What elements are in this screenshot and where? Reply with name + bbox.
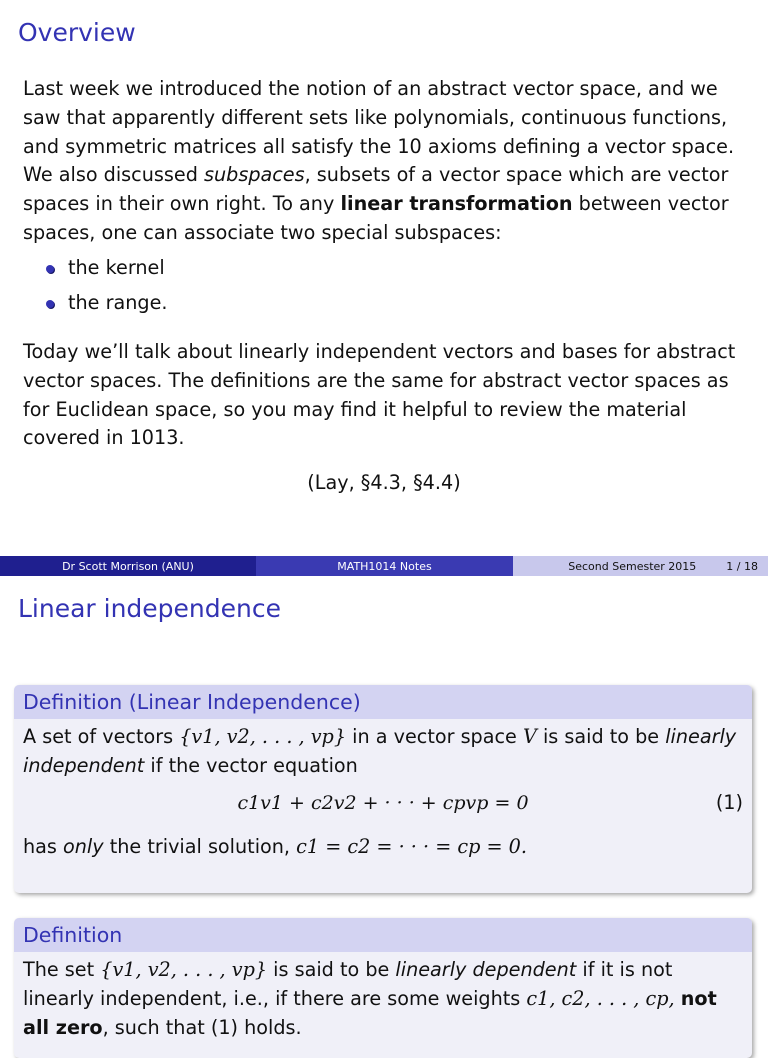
slide-footer xyxy=(0,556,768,576)
slide-title: Linear independence xyxy=(18,594,282,623)
definition-heading: Definition xyxy=(14,918,752,952)
definition-body: A set of vectors {v1, v2, . . . , vp} in a vector space V is said to be linearly independent if the vector equation c1v1 + c2v2 + · · · + cpvp = 0 (1) has only the trivial solution, c1 = c2 = · · · = cp = 0. xyxy=(23,725,743,858)
footer-page-number: 1 / 18 xyxy=(726,559,758,573)
intro-paragraph: Last week we introduced the notion of an abstract vector space, and we saw that apparently different sets like polynomials, continuous functions, and symmetric matrices all satisfy the 10 axioms defining a vector space. We also discussed subspaces, subsets of a vector space which are vector spaces in their own right. To any linear transformation between vector spaces, one can associate two special subspaces: xyxy=(23,77,735,244)
not-all-zero-term: not all zero xyxy=(23,986,717,1039)
linearly-dependent-term: linearly dependent xyxy=(395,958,577,981)
vector-space-symbol: V xyxy=(522,725,537,748)
equation-number: (1) xyxy=(715,790,743,814)
definition-block-linear-independence xyxy=(14,685,752,893)
bullet-icon xyxy=(46,265,54,273)
vector-set: {v1, v2, . . . , vp} xyxy=(100,958,268,981)
vector-equation: c1v1 + c2v2 + · · · + cpvp = 0 xyxy=(237,791,529,814)
subspaces-emphasis: subspaces xyxy=(203,163,305,187)
definition-body: The set {v1, v2, . . . , vp} is said to be linearly dependent if it is not linearly independent, i.e., if there are some weights c1, c2, . . . , cp, not all zero, such that (1) holds. xyxy=(23,958,717,1039)
only-emphasis: only xyxy=(63,834,104,858)
subspace-list xyxy=(46,254,167,324)
today-paragraph: Today we’ll talk about linearly independent vectors and bases for abstract vector spaces. The definitions are the same for abstract vector spaces as for Euclidean space, so you may find it helpful to review the material covered in 1013. xyxy=(23,340,736,450)
textbook-reference: (Lay, §4.3, §4.4) xyxy=(307,471,461,494)
vector-set: {v1, v2, . . . , vp} xyxy=(179,725,347,748)
slide-title: Overview xyxy=(18,18,136,47)
equation-row xyxy=(23,781,743,833)
weights: c1, c2, . . . , cp, xyxy=(526,986,675,1010)
definition-heading: Definition (Linear Independence) xyxy=(14,685,752,719)
list-item: the range. xyxy=(46,289,167,324)
list-item: the kernel xyxy=(46,254,167,289)
footer-course: MATH1014 Notes xyxy=(256,556,513,576)
bullet-icon xyxy=(46,300,54,308)
footer-date-page xyxy=(513,556,768,576)
trivial-solution: c1 = c2 = · · · = cp = 0. xyxy=(296,834,527,858)
slide-linear-independence xyxy=(0,576,768,1039)
footer-author: Dr Scott Morrison (ANU) xyxy=(0,556,256,576)
linear-transformation-term: linear transformation xyxy=(340,192,573,216)
footer-date: Second Semester 2015 xyxy=(568,559,697,573)
linearly-independent-term: linearly independent xyxy=(23,725,737,777)
definition-block-linear-dependence xyxy=(14,918,752,1058)
